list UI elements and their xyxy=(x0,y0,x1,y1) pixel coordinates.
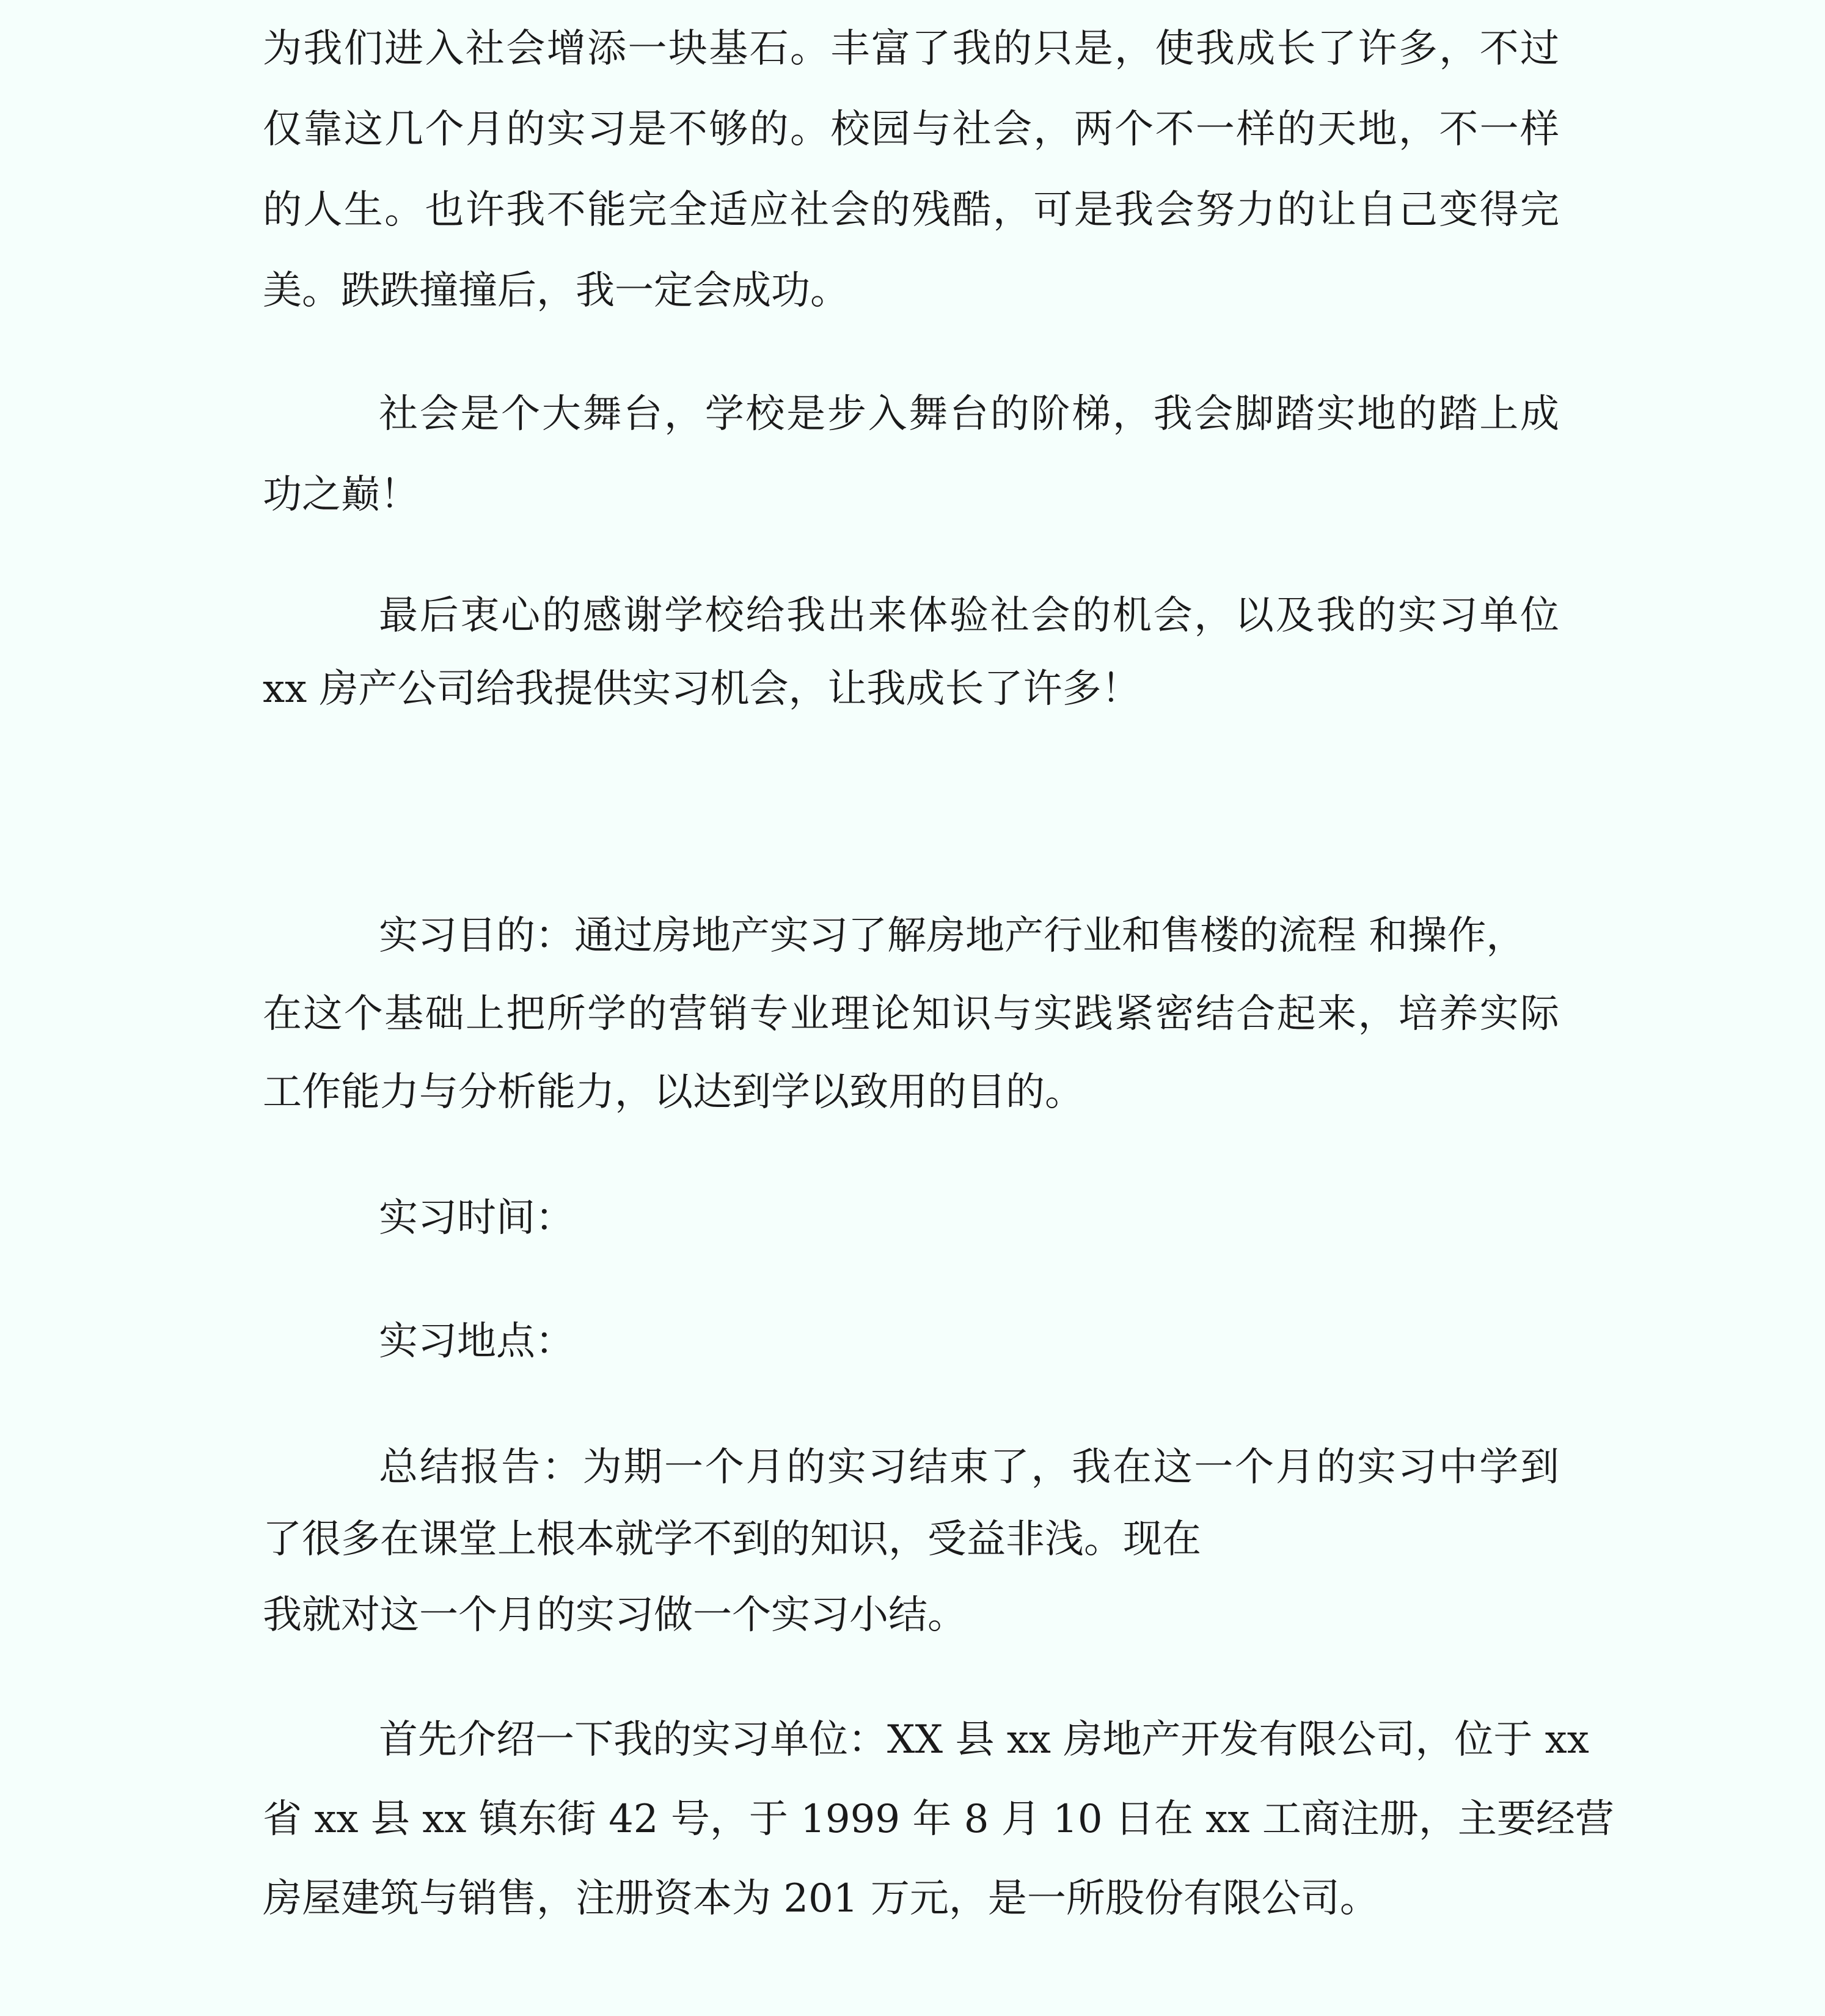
paragraph-2-line-2: 功之巅！ xyxy=(263,472,419,517)
paragraph-summary-line-3: 我就对这一个月的实习做一个实习小结。 xyxy=(263,1593,967,1638)
paragraph-3-line-2: xx 房产公司给我提供实习机会，让我成长了许多！ xyxy=(263,667,1141,712)
paragraph-company-line-1: 首先介绍一下我的实习单位：XX 县 xx 房地产开发有限公司，位于 xx xyxy=(379,1717,1589,1762)
internship-time-label: 实习时间： xyxy=(379,1196,574,1241)
paragraph-1-line-2: 仅靠这几个月的实习是不够的。校园与社会，两个不一样的天地，不一样 xyxy=(263,107,1559,152)
paragraph-1-line-4: 美。跌跌撞撞后，我一定会成功。 xyxy=(263,268,849,313)
internship-location-label: 实习地点： xyxy=(379,1319,574,1364)
paragraph-purpose-line-2: 在这个基础上把所学的营销专业理论知识与实践紧密结合起来，培养实际 xyxy=(263,992,1559,1037)
paragraph-summary-line-2: 了很多在课堂上根本就学不到的知识，受益非浅。现在 xyxy=(263,1517,1201,1562)
paragraph-company-line-3: 房屋建筑与销售，注册资本为 201 万元，是一所股份有限公司。 xyxy=(263,1876,1379,1921)
paragraph-purpose-line-1: 实习目的：通过房地产实习了解房地产行业和售楼的流程 和操作， xyxy=(379,913,1526,959)
paragraph-company-line-2: 省 xx 县 xx 镇东街 42 号，于 1999 年 8 月 10 日在 xx 工商注册，主要经营 xyxy=(263,1797,1614,1842)
paragraph-1-line-3: 的人生。也许我不能完全适应社会的残酷，可是我会努力的让自己变得完 xyxy=(263,188,1559,233)
paragraph-2-line-1: 社会是个大舞台，学校是步入舞台的阶梯，我会脚踏实地的踏上成 xyxy=(379,392,1559,437)
paragraph-purpose-line-3: 工作能力与分析能力，以达到学以致用的目的。 xyxy=(263,1070,1084,1115)
paragraph-3-line-1: 最后衷心的感谢学校给我出来体验社会的机会，以及我的实习单位 xyxy=(379,593,1559,638)
paragraph-1-line-1: 为我们进入社会增添一块基石。丰富了我的只是，使我成长了许多，不过 xyxy=(263,26,1559,71)
paragraph-summary-line-1: 总结报告：为期一个月的实习结束了，我在这一个月的实习中学到 xyxy=(379,1445,1559,1490)
